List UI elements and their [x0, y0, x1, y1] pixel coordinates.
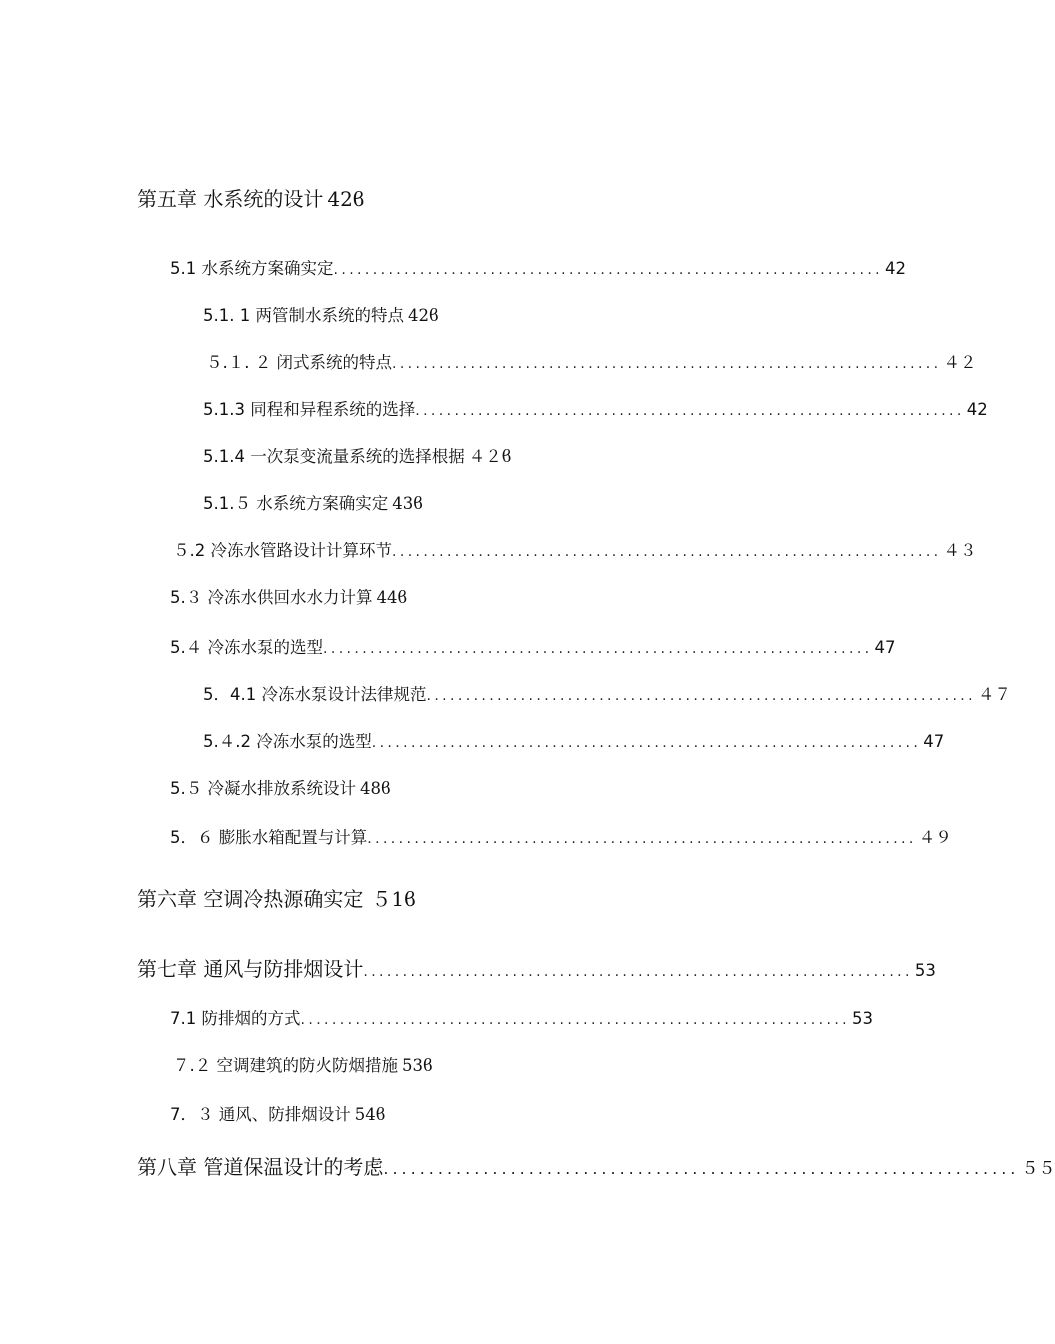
toc-entry-5-1-2 [206, 349, 977, 373]
dot-leader: ...................................................................... [392, 544, 942, 560]
toc-label: ５.2 冷冻水管路设计计算环节 [173, 541, 392, 560]
toc-label: 5.1 水系统方案确实定 [170, 259, 334, 278]
toc-page-inline: 42ϐ [407, 306, 439, 325]
toc-page-number: ４３ [943, 541, 977, 560]
dot-leader: ...................................................................... [363, 964, 913, 980]
toc-page-inline: 43ϐ [392, 494, 423, 513]
toc-entry-5-6 [170, 824, 952, 848]
toc-page-inline: 53ϐ [402, 1056, 433, 1075]
toc-page-number: ４２ [943, 353, 977, 372]
toc-entry-5-4 [170, 634, 896, 658]
toc-page-number: 53 [914, 961, 936, 980]
toc-label: 5.1.3 同程和异程系统的选择 [203, 400, 416, 419]
toc-page-number: 47 [923, 732, 945, 751]
dot-leader: ...................................................................... [300, 1012, 851, 1028]
toc-page-number: 42 [966, 400, 988, 419]
toc-label: 5．4.1 冷冻水泵设计法律规范 [203, 685, 427, 704]
toc-page-number: 53 [852, 1009, 874, 1028]
toc-entry-5-5 [170, 775, 391, 799]
toc-label: 5.1.4 一次泵变流量系统的选择根据 [203, 447, 465, 466]
toc-entry-5-1-1 [203, 302, 439, 326]
toc-page-number: ４７ [978, 685, 1011, 704]
dot-leader: ...................................................................... [333, 262, 884, 278]
toc-label: 第六章 空调冷热源确实定 [137, 887, 364, 911]
dot-leader: ...................................................................... [415, 403, 965, 419]
toc-entry-5-4-2 [203, 728, 945, 752]
toc-label: 5.1. 1 两管制水系统的特点 [203, 306, 404, 325]
toc-label: 5.５ 冷凝水排放系统设计 [170, 779, 356, 798]
toc-entry-chapter-8 [137, 1151, 1055, 1180]
toc-label: ５.１. ２ 闭式系统的特点 [206, 353, 392, 372]
toc-entry-chapter-6 [137, 883, 416, 912]
toc-label: 5.1.５ 水系统方案确实定 [203, 494, 389, 513]
toc-page-number: 42 [885, 259, 907, 278]
toc-page-inline: ４２ϐ [468, 447, 512, 466]
toc-entry-5-2 [173, 537, 977, 561]
toc-entry-5-4-1 [203, 681, 1011, 705]
toc-page-inline: 54ϐ [354, 1105, 386, 1124]
toc-entry-7-3 [170, 1101, 385, 1125]
toc-entry-chapter-7 [137, 953, 936, 982]
toc-label: ７.２ 空调建筑的防火防烟措施 [173, 1056, 398, 1075]
toc-entry-7-1 [170, 1005, 874, 1029]
toc-entry-5-1-3 [203, 396, 988, 420]
toc-label: 5．６ 膨胀水箱配置与计算 [170, 828, 368, 847]
dot-leader: ...................................................................... [323, 641, 873, 657]
toc-entry-5-1-4 [203, 443, 511, 467]
toc-page-inline: ５1ϐ [371, 887, 416, 911]
toc-page-inline: 42ϐ [327, 187, 365, 211]
toc-label: 5.３ 冷冻水供回水水力计算 [170, 588, 373, 607]
dot-leader: ...................................................................... [391, 356, 942, 372]
toc-page-inline: 44ϐ [376, 588, 408, 607]
toc-page-number: ５５ [1021, 1159, 1055, 1179]
toc-entry-chapter-5 [137, 183, 364, 212]
toc-label: 第七章 通风与防排烟设计 [137, 957, 364, 981]
toc-page-number: ４９ [918, 828, 952, 847]
toc-page-inline: 48ϐ [360, 779, 391, 798]
toc-entry-5-3 [170, 584, 407, 608]
dot-leader: ...................................................................... [367, 831, 917, 847]
toc-label: 第五章 水系统的设计 [137, 187, 324, 211]
toc-label: 7.1 防排烟的方式 [170, 1009, 301, 1028]
toc-entry-5-1 [170, 255, 907, 279]
toc-label: 7．３ 通风、防排烟设计 [170, 1105, 351, 1124]
toc-label: 第八章 管道保温设计的考虑 [137, 1155, 384, 1179]
dot-leader: ...................................................................... [383, 1159, 1020, 1178]
toc-label: 5.４.2 冷冻水泵的选型 [203, 732, 372, 751]
toc-page-number: 47 [874, 638, 896, 657]
toc-label: 5.４ 冷冻水泵的选型 [170, 638, 323, 657]
dot-leader: ...................................................................... [426, 688, 976, 704]
toc-entry-7-2 [173, 1052, 433, 1076]
toc-entry-5-1-5 [203, 490, 423, 514]
dot-leader: ...................................................................... [371, 735, 922, 751]
